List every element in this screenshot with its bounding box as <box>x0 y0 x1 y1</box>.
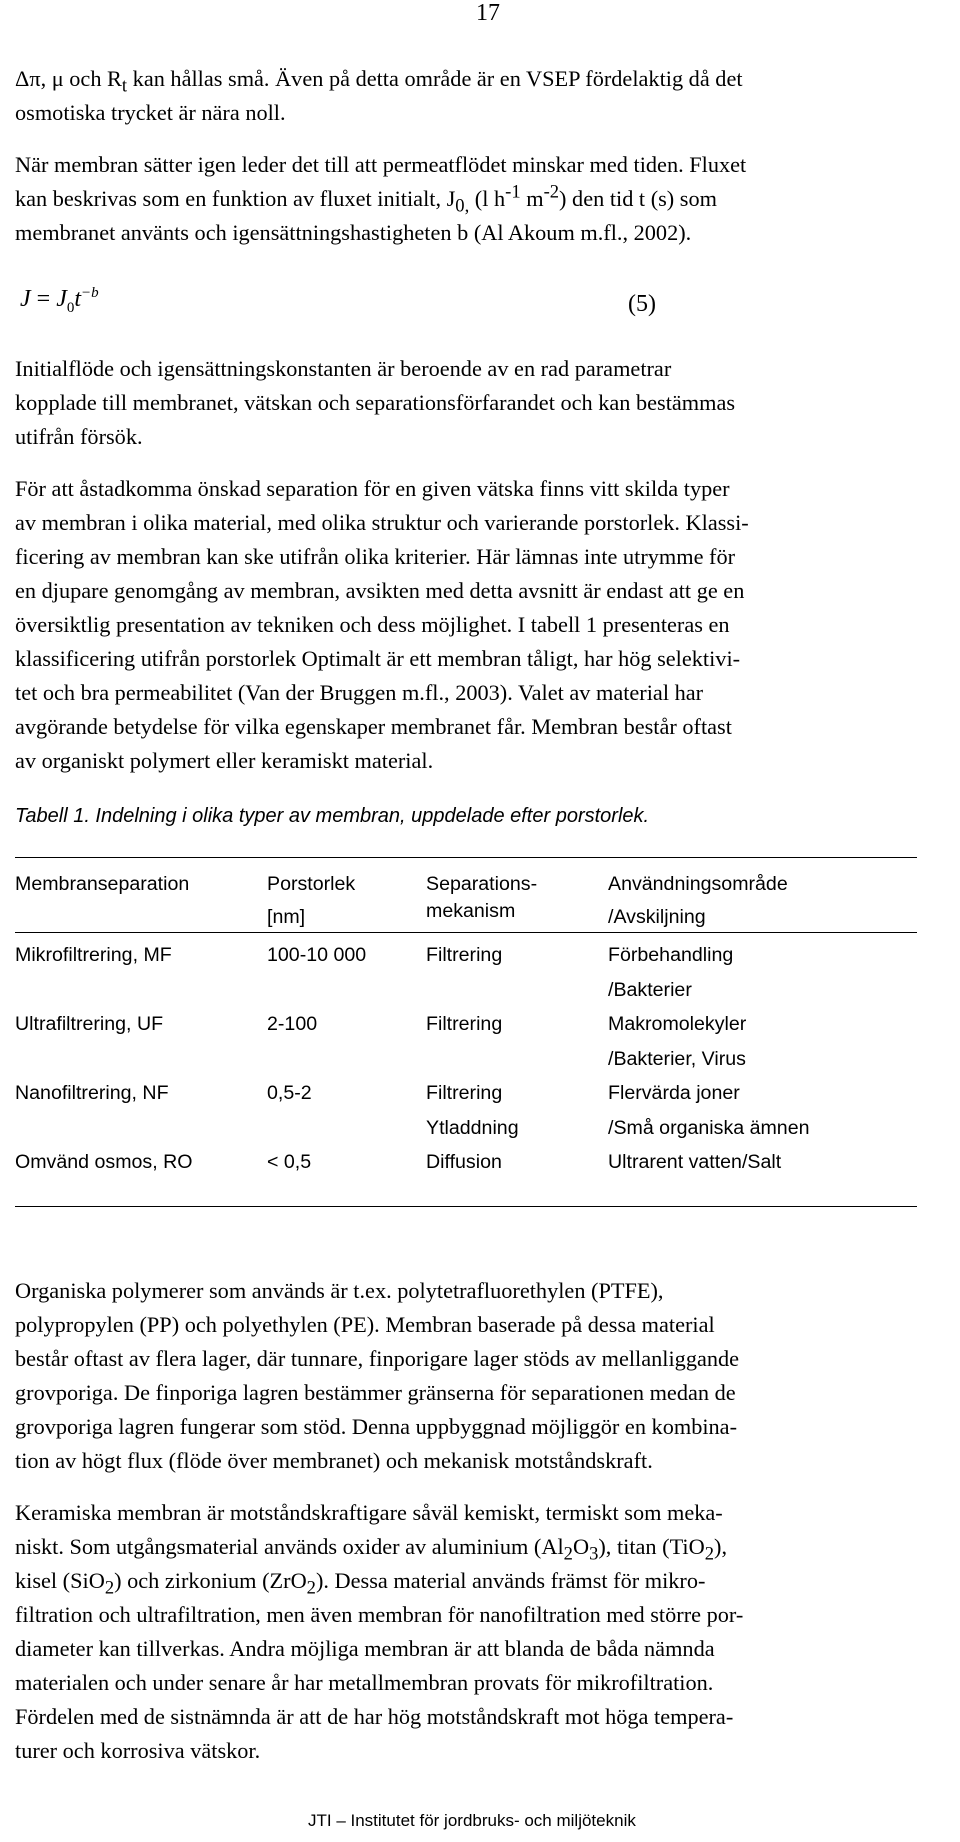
paragraph-line: Fördelen med de sistnämnda är att de har hög motståndskraft mot höga tempera- <box>15 1704 734 1729</box>
paragraph-line: utifrån försök. <box>15 424 143 449</box>
table-cell: Ultrafiltrering, UF <box>15 1013 164 1035</box>
table-header-rule <box>15 932 917 933</box>
table-cell: Nanofiltrering, NF <box>15 1082 169 1104</box>
paragraph-line: ficering av membran kan ske utifrån olika kriterier. Här lämnas inte utrymme för <box>15 544 736 569</box>
table-cell: /Bakterier <box>608 979 692 1001</box>
paragraph-4 <box>15 472 943 778</box>
table-cell: /Små organiska ämnen <box>608 1117 810 1139</box>
equation-number: (5) <box>628 291 656 317</box>
table-cell: 100-10 000 <box>267 944 367 966</box>
paragraph-line: grovporiga. De finporiga lagren bestämmer gränserna för separationen medan de <box>15 1380 736 1405</box>
paragraph-1-line-1: Δπ, μ och $R_t$ kan hållas små. Även på detta område är en VSEP fördelaktig då det <box>15 66 743 97</box>
paragraph-line: polypropylen (PP) och polyethylen (PE). Membran baserade på dessa material <box>15 1312 715 1337</box>
paragraph-line: Initialflöde och igensättningskonstanten är beroende av en rad parametrar <box>15 356 672 381</box>
table-cell: Filtrering <box>426 1013 503 1035</box>
table-caption: Tabell 1. Indelning i olika typer av membran, uppdelade efter porstorlek. <box>15 805 650 827</box>
table-header-cell: /Avskiljning <box>608 906 706 928</box>
table-cell: Filtrering <box>426 944 503 966</box>
paragraph-line: turer och korrosiva vätskor. <box>15 1738 261 1763</box>
paragraph-2-line-3: membranet använts och igensättningshastigheten b (Al Akoum m.fl., 2002). <box>15 220 692 245</box>
paragraph-2 <box>15 148 943 250</box>
paragraph-line: Organiska polymerer som används är t.ex. polytetrafluorethylen (PTFE), <box>15 1278 664 1303</box>
paragraph-line: tion av högt flux (flöde över membranet) och mekanisk motståndskraft. <box>15 1448 653 1473</box>
table-header-cell: Membranseparation <box>15 873 190 895</box>
table-cell: 0,5-2 <box>267 1082 312 1104</box>
table-cell: Diffusion <box>426 1151 502 1173</box>
paragraph-line: en djupare genomgång av membran, avsikten med detta avsnitt är endast att ge en <box>15 578 745 603</box>
table-header-cell: Porstorlek <box>267 873 356 895</box>
symbol-text: Δπ, μ <box>15 66 64 91</box>
paragraph-line: översiktlig presentation av tekniken och dess möjlighet. I tabell 1 presenteras en <box>15 612 730 637</box>
paragraph-line: grovporiga lagren fungerar som stöd. Denna uppbyggnad möjliggör en kombina- <box>15 1414 738 1439</box>
formula: $J = J_0t^{-b}$ <box>20 285 99 316</box>
paragraph-6 <box>15 1496 943 1768</box>
paragraph-line: avgörande betydelse för vilka egenskaper membranet får. Membran består oftast <box>15 714 732 739</box>
table-top-rule <box>15 857 917 858</box>
table-bottom-rule <box>15 1206 917 1207</box>
table-header-cell: Separations- <box>426 873 538 895</box>
table-header-cell: mekanism <box>426 900 516 922</box>
paragraph-5 <box>15 1274 943 1478</box>
table-cell: Flervärda joner <box>608 1082 740 1104</box>
paragraph-2-line-2: kan beskrivas som en funktion av fluxet initialt, $J_{0,}$ (l $h^{-1}$ $m^{-2}$) den tid t (s) som <box>15 181 717 217</box>
paragraph-1-line-2: osmotiska trycket är nära noll. <box>15 100 286 125</box>
table-header-cell: [nm] <box>267 906 306 928</box>
table-cell: Mikrofiltrering, MF <box>15 944 172 966</box>
paragraph-line: av membran i olika material, med olika struktur och varierande porstorlek. Klassi- <box>15 510 749 535</box>
table-cell: Ytladdning <box>426 1117 519 1139</box>
table-cell: Omvänd osmos, RO <box>15 1151 193 1173</box>
table-cell: Förbehandling <box>608 944 734 966</box>
paragraph-line: filtration och ultrafiltration, men även membran för nanofiltration med större por- <box>15 1602 744 1627</box>
paragraph-line: diameter kan tillverkas. Andra möjliga membran är att blanda de båda nämnda <box>15 1636 715 1661</box>
paragraph-1 <box>15 62 943 130</box>
page-footer: JTI – Institutet för jordbruks- och miljöteknik <box>308 1811 636 1830</box>
paragraph-line: kisel (SiO$_2$) och zirkonium (ZrO$_2$). Dessa material används främst för mikro- <box>15 1568 706 1599</box>
table-cell: Makromolekyler <box>608 1013 747 1035</box>
paragraph-line: kopplade till membranet, vätskan och separationsförfarandet och kan bestämmas <box>15 390 736 415</box>
table-cell: Ultrarent vatten/Salt <box>608 1151 782 1173</box>
table-cell: Filtrering <box>426 1082 503 1104</box>
paragraph-line: klassificering utifrån porstorlek Optimalt är ett membran tåligt, har hög selektivi- <box>15 646 741 671</box>
paragraph-line: niskt. Som utgångsmaterial används oxider av aluminium $(Al_2O_3)$, titan (TiO$_2$), <box>15 1534 728 1565</box>
paragraph-line: Keramiska membran är motståndskraftigare såväl kemiskt, termiskt som meka- <box>15 1500 723 1525</box>
paragraph-line: tet och bra permeabilitet (Van der Bruggen m.fl., 2003). Valet av material har <box>15 680 704 705</box>
page-number: 17 <box>476 0 500 26</box>
paragraph-2-line-1: När membran sätter igen leder det till att permeatflödet minskar med tiden. Fluxet <box>15 152 747 177</box>
table-cell: 2-100 <box>267 1013 318 1035</box>
paragraph-line: materialen och under senare år har metallmembran provats för mikrofiltration. <box>15 1670 714 1695</box>
paragraph-3 <box>15 352 943 454</box>
paragraph-line: För att åstadkomma önskad separation för en given vätska finns vitt skilda typer <box>15 476 730 501</box>
table-cell: /Bakterier, Virus <box>608 1048 746 1070</box>
table-header-cell: Användningsområde <box>608 873 788 895</box>
table-cell: < 0,5 <box>267 1151 312 1173</box>
paragraph-line: av organiskt polymert eller keramiskt material. <box>15 748 434 773</box>
paragraph-line: består oftast av flera lager, där tunnare, finporigare lager stöds av mellanliggande <box>15 1346 740 1371</box>
